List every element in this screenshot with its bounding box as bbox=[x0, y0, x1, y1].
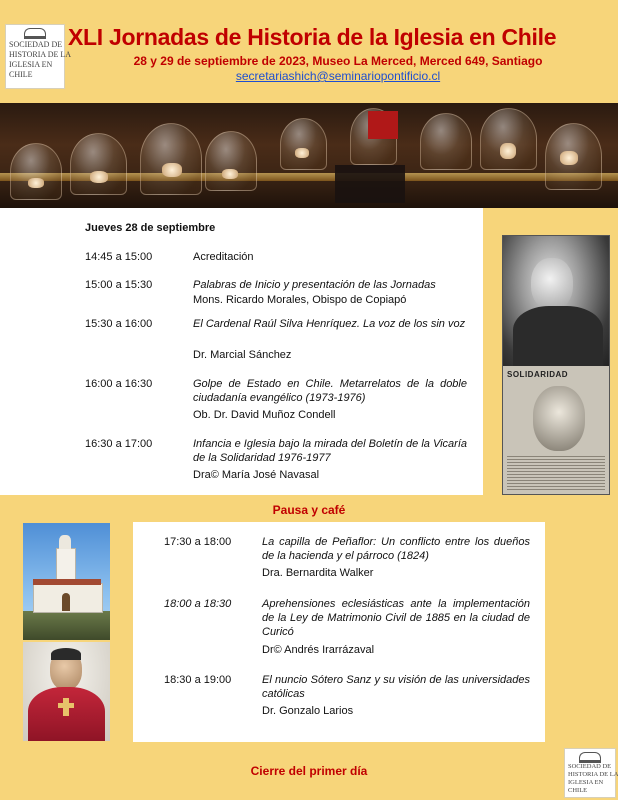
society-logo bbox=[5, 24, 72, 89]
session-title: Palabras de Inicio y presentación de las Jornadas bbox=[193, 279, 436, 291]
session-title: Acreditación bbox=[193, 251, 254, 263]
logo-line: HISTORIA DE LA bbox=[568, 771, 618, 778]
logo-line: CHILE bbox=[568, 787, 588, 794]
closing-label: Cierre del primer día bbox=[250, 764, 368, 778]
session-title: Aprehensiones eclesiásticas ante la implementación de la Ley de Matrimonio Civil de 1885 en la ciudad de Curicó bbox=[262, 598, 530, 638]
session-time: 14:45 a 15:00 bbox=[85, 251, 153, 263]
logo-line: SOCIEDAD DE bbox=[9, 40, 63, 49]
day-heading: Jueves 28 de septiembre bbox=[85, 222, 216, 234]
session-time: 18:30 a 19:00 bbox=[164, 674, 232, 686]
session-speaker: Ob. Dr. David Muñoz Condell bbox=[193, 409, 336, 421]
break-label: Pausa y café bbox=[272, 503, 346, 517]
session-time: 15:00 a 15:30 bbox=[85, 279, 153, 291]
logo-line: CHILE bbox=[9, 70, 33, 79]
logo-line: IGLESIA EN bbox=[568, 779, 604, 786]
book-icon bbox=[579, 752, 601, 763]
session-title: Golpe de Estado en Chile. Metarrelatos de la doble ciudadanía evangélico (1973-1976) bbox=[193, 378, 467, 404]
session-title: Infancia e Iglesia bajo la mirada del Boletín de la Vicaría de la Solidaridad 1976-1977 bbox=[193, 438, 467, 464]
session-time: 16:30 a 17:00 bbox=[85, 438, 153, 450]
session-speaker: Dra© María José Navasal bbox=[193, 469, 320, 481]
logo-line: IGLESIA EN bbox=[9, 60, 53, 69]
society-logo-footer bbox=[564, 748, 616, 798]
cardinal-portrait-image bbox=[502, 235, 610, 495]
schedule-list bbox=[164, 535, 532, 735]
session-title: El Cardenal Raúl Silva Henríquez. La voz de los sin voz bbox=[193, 318, 466, 330]
book-icon bbox=[24, 28, 46, 39]
church-image bbox=[23, 523, 110, 640]
logo-line: HISTORIA DE LA bbox=[9, 50, 72, 59]
session-speaker: Dr© Andrés Irarrázaval bbox=[262, 644, 375, 656]
session-time: 18:00 a 18:30 bbox=[164, 598, 232, 610]
session-speaker: Dr. Marcial Sánchez bbox=[193, 349, 292, 361]
session-time: 16:00 a 16:30 bbox=[85, 378, 153, 390]
session-title: El nuncio Sótero Sanz y su visión de las universidades católicas bbox=[262, 674, 530, 700]
contact-email-link[interactable]: secretariashich@seminariopontificio.cl bbox=[235, 69, 441, 83]
session-title: La capilla de Peñaflor: Un conflicto entre los dueños de la hacienda y el párroco (1824) bbox=[262, 536, 530, 562]
session-time: 15:30 a 16:00 bbox=[85, 318, 153, 330]
event-date-location: 28 y 29 de septiembre de 2023, Museo La Merced, Merced 649, Santiago bbox=[133, 54, 543, 68]
session-speaker: Dr. Gonzalo Larios bbox=[262, 705, 354, 717]
session-speaker: Dra. Bernardita Walker bbox=[262, 567, 374, 579]
magazine-title: SOLIDARIDAD bbox=[507, 370, 569, 379]
schedule-list bbox=[85, 250, 470, 490]
page-title: XLI Jornadas de Historia de la Iglesia en Chile bbox=[68, 24, 557, 50]
museum-banner-image bbox=[0, 103, 618, 208]
bishop-portrait-image bbox=[23, 642, 110, 741]
session-time: 17:30 a 18:00 bbox=[164, 536, 232, 548]
logo-line: SOCIEDAD DE bbox=[568, 763, 612, 770]
session-speaker: Mons. Ricardo Morales, Obispo de Copiapó bbox=[193, 294, 407, 306]
